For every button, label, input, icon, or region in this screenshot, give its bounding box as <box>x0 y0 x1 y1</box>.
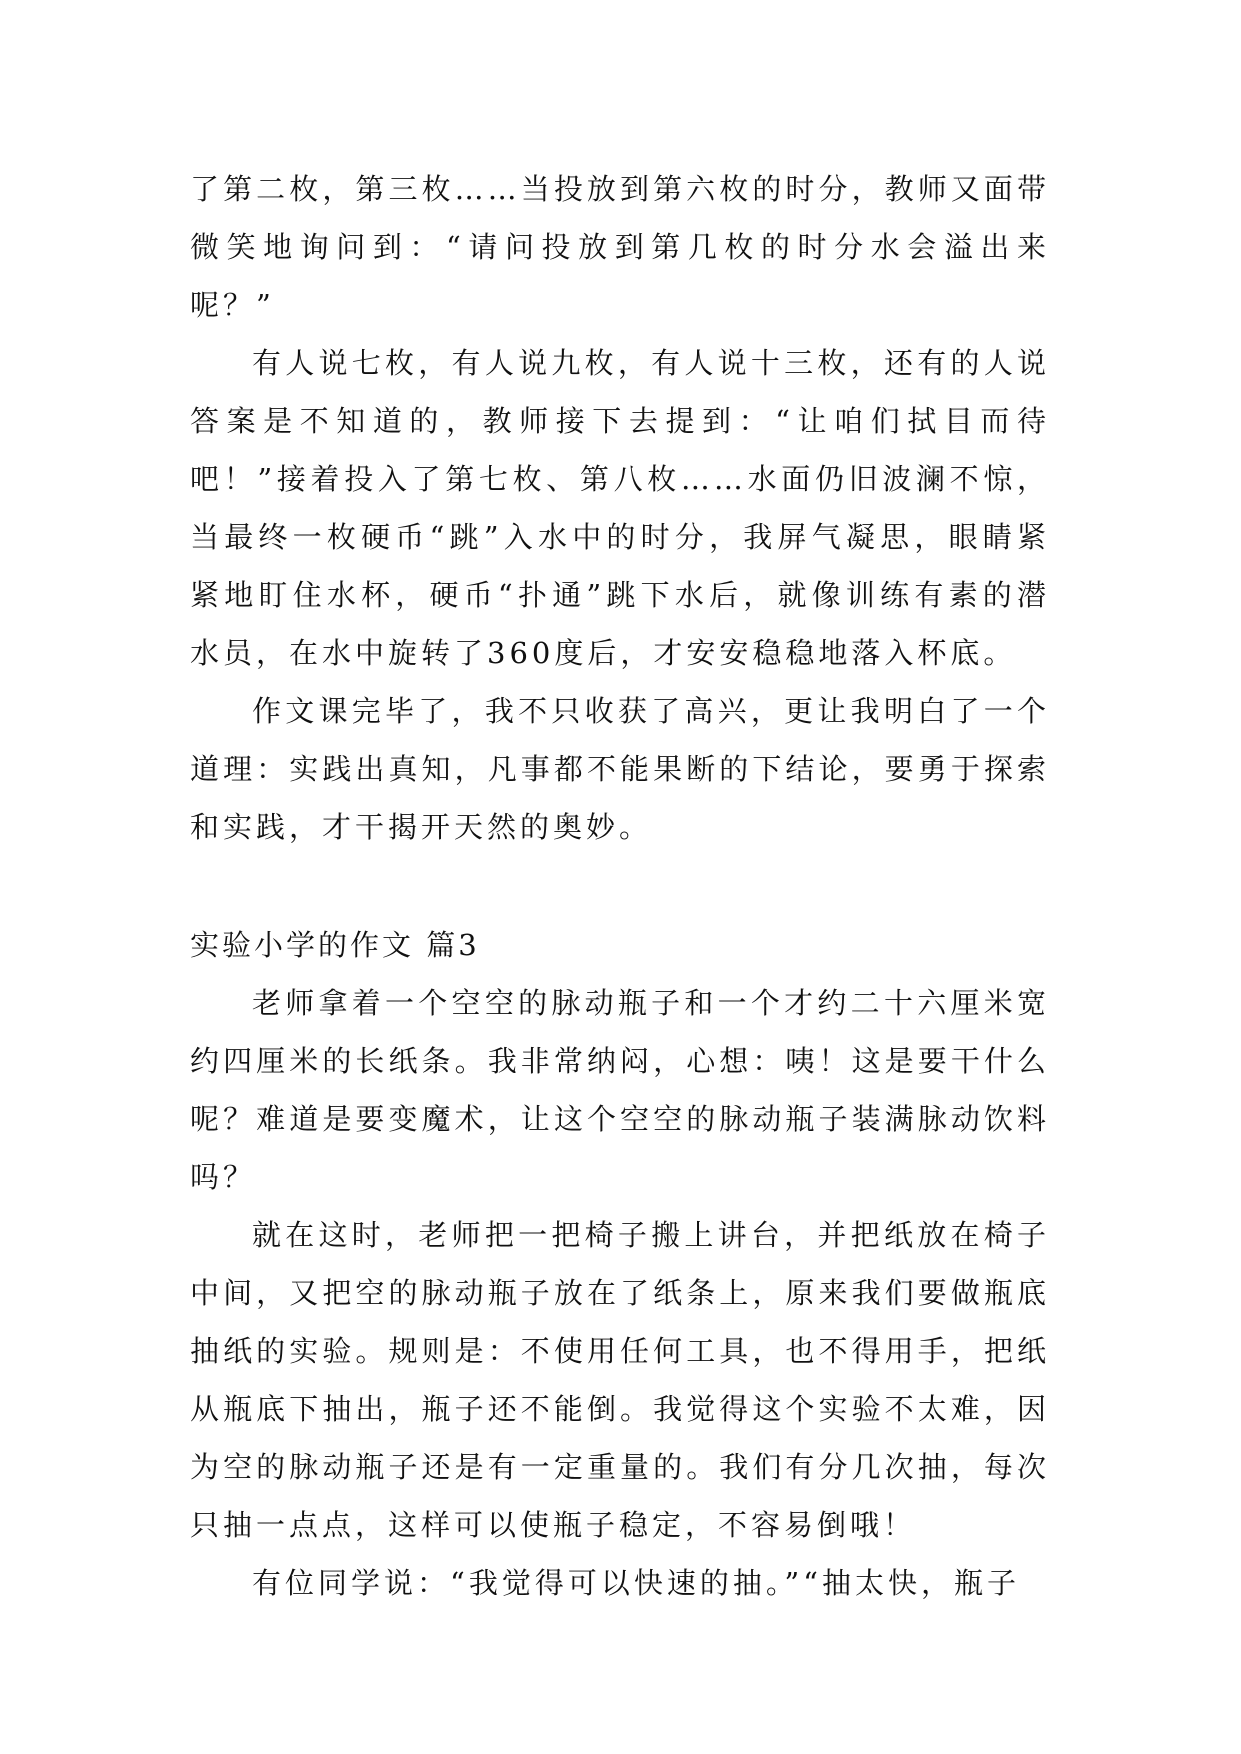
section-heading: 实验小学的作文 篇3 <box>190 928 480 962</box>
document-body <box>190 160 1050 1612</box>
paragraph: 老师拿着一个空空的脉动瓶子和一个才约二十六厘米宽约四厘米的长纸条。我非常纳闷，心想：咦！这是要干什么呢？难道是要变魔术，让这个空空的脉动瓶子装满脉动饮料吗？ <box>190 986 1050 1194</box>
paragraph: 就在这时，老师把一把椅子搬上讲台，并把纸放在椅子中间，又把空的脉动瓶子放在了纸条上，原来我们要做瓶底抽纸的实验。规则是：不使用任何工具，也不得用手，把纸从瓶底下抽出，瓶子还不能倒。我觉得这个实验不太难，因为空的脉动瓶子还是有一定重量的。我们有分几次抽，每次只抽一点点，这样可以使瓶子稳定，不容易倒哦！ <box>190 1218 1050 1542</box>
paragraph: 有人说七枚，有人说九枚，有人说十三枚，还有的人说答案是不知道的，教师接下去提到：“让咱们拭目而待吧！”接着投入了第七枚、第八枚……水面仍旧波澜不惊，当最终一枚硬币“跳”入水中的时分，我屏气凝思，眼睛紧紧地盯住水杯，硬币“扑通”跳下水后，就像训练有素的潜水员，在水中旋转了360度后，才安安稳稳地落入杯底。 <box>190 346 1050 670</box>
paragraph: 有位同学说：“我觉得可以快速的抽。”“抽太快，瓶子 <box>252 1566 1020 1600</box>
paragraph: 了第二枚，第三枚……当投放到第六枚的时分，教师又面带微笑地询问到：“请问投放到第几枚的时分水会溢出来呢？” <box>190 172 1050 322</box>
paragraph: 作文课完毕了，我不只收获了高兴，更让我明白了一个道理：实践出真知，凡事都不能果断的下结论，要勇于探索和实践，才干揭开天然的奥妙。 <box>190 694 1050 844</box>
